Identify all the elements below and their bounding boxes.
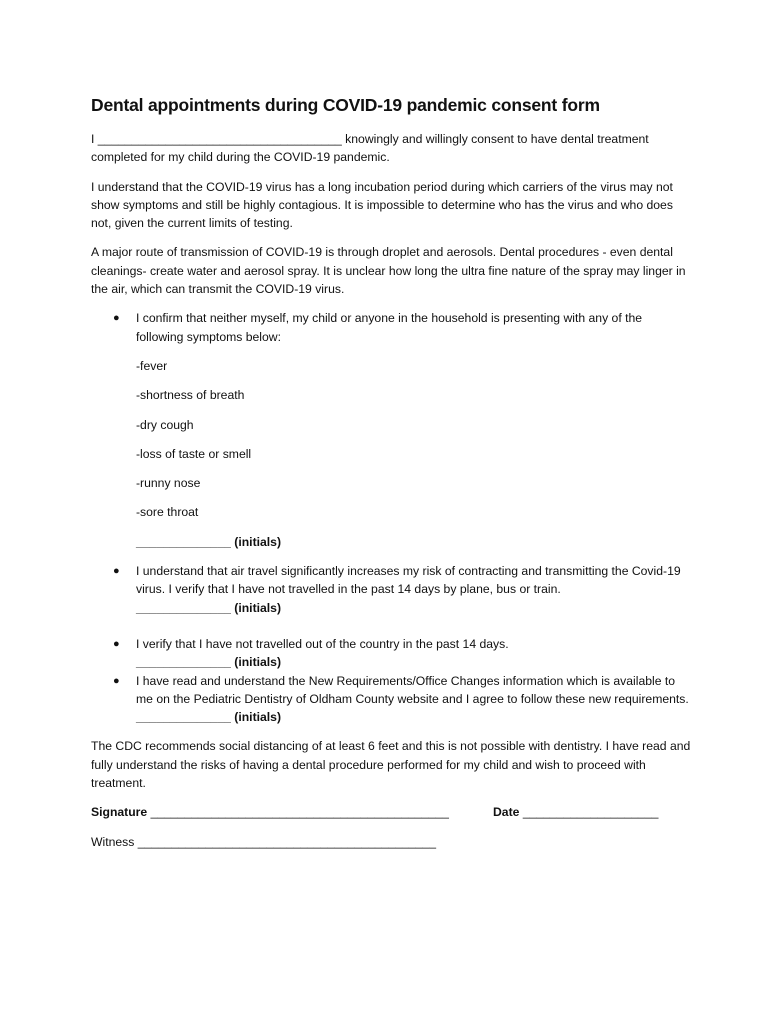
symptoms-initials[interactable] bbox=[136, 533, 691, 551]
initials-blank: ______________ bbox=[136, 600, 231, 615]
initials-blank: ______________ bbox=[136, 710, 231, 725]
initials-label: (initials) bbox=[234, 600, 282, 615]
country-travel-initials[interactable] bbox=[136, 653, 691, 671]
symptoms-intro: I confirm that neither myself, my child or anyone in the household is presenting with any of the following symptoms below: bbox=[136, 311, 643, 344]
air-travel-text: I understand that air travel significantly increases my risk of contracting and transmitting the Covid-19 virus. I verify that I have not travelled in the past 14 days by plane, bus or train. bbox=[136, 564, 681, 597]
initials-label: (initials) bbox=[234, 655, 282, 670]
requirements-initials[interactable] bbox=[136, 708, 691, 726]
bullet-dot: ● bbox=[113, 637, 120, 650]
symptom-item: -runny nose bbox=[136, 476, 201, 491]
symptom-item: -fever bbox=[136, 358, 168, 373]
signature-field[interactable] bbox=[91, 803, 493, 821]
air-travel-bullet bbox=[91, 562, 691, 617]
form-content bbox=[91, 94, 691, 851]
witness-label: Witness bbox=[91, 834, 135, 849]
signature-label: Signature bbox=[91, 805, 148, 820]
country-travel-bullet bbox=[91, 635, 691, 672]
requirements-text: I have read and understand the New Requirements/Office Changes information which is available to me on the Pediatric Dentistry of Oldham County website and I agree to follow these new requirements. bbox=[136, 673, 689, 706]
initials-label: (initials) bbox=[234, 710, 282, 725]
witness-field[interactable] bbox=[91, 833, 691, 851]
symptom-item: -shortness of breath bbox=[136, 388, 245, 403]
requirements-bullet bbox=[91, 672, 691, 727]
symptoms-bullet bbox=[91, 309, 691, 551]
cdc-paragraph: The CDC recommends social distancing of at least 6 feet and this is not possible with dentistry. I have read and fully understand the risks of having a dental procedure performed for my child and wish to proceed with treatment. bbox=[91, 739, 691, 791]
form-title: Dental appointments during COVID-19 pandemic consent form bbox=[91, 95, 600, 115]
bullet-dot: ● bbox=[113, 674, 120, 687]
transmission-paragraph: A major route of transmission of COVID-19 is through droplet and aerosols. Dental procedures - even dental cleanings- create water and aerosol spray. It is unclear how long the ultra fine nature of the spray may linger in the air, which can transmit the COVID-19 virus. bbox=[91, 245, 686, 297]
witness-blank: ____________________________________________ bbox=[137, 834, 436, 849]
air-travel-initials[interactable] bbox=[136, 599, 691, 617]
initials-blank: ______________ bbox=[136, 534, 231, 549]
symptom-item: -dry cough bbox=[136, 417, 194, 432]
signature-blank: ____________________________________________ bbox=[150, 805, 449, 820]
bullet-dot: ● bbox=[113, 565, 120, 578]
signature-row bbox=[91, 803, 691, 821]
initials-blank: ______________ bbox=[136, 655, 231, 670]
date-label: Date bbox=[493, 805, 520, 820]
incubation-paragraph: I understand that the COVID-19 virus has a long incubation period during which carriers of the virus may not show symptoms and still be highly contagious. It is impossible to determine who has the virus and who does not, given the current limits of testing. bbox=[91, 179, 673, 231]
country-travel-text: I verify that I have not travelled out of the country in the past 14 days. bbox=[136, 636, 509, 651]
initials-label: (initials) bbox=[234, 534, 282, 549]
date-blank: ____________________ bbox=[522, 805, 659, 820]
bullet-dot: ● bbox=[113, 312, 120, 325]
acknowledgement-list bbox=[91, 309, 691, 726]
date-field[interactable] bbox=[493, 803, 658, 821]
symptom-item: -sore throat bbox=[136, 505, 199, 520]
consent-line: I ____________________________________ knowingly and willingly consent to have dental treatment completed for my child during the COVID-19 pandemic. bbox=[91, 132, 649, 165]
symptom-item: -loss of taste or smell bbox=[136, 446, 252, 461]
